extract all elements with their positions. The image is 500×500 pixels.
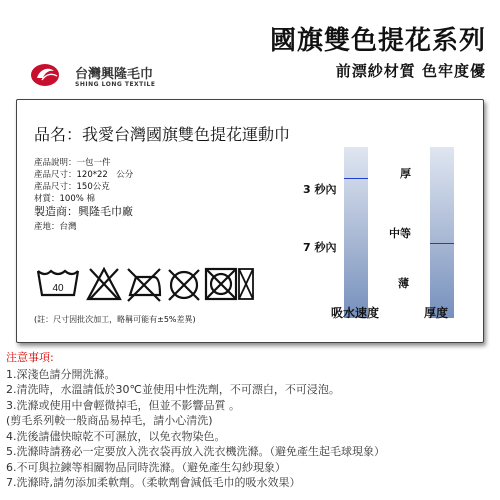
note-item: (剪毛系列較一般商品易掉毛，請小心清洗) bbox=[6, 414, 213, 427]
thickness-mark-medium: 中等 bbox=[389, 227, 411, 240]
product-panel bbox=[16, 99, 484, 343]
note-item: 2.清洗時，水溫請低於30℃並使用中性洗劑，不可漂白，不可浸泡。 bbox=[6, 383, 340, 396]
absorption-level-line bbox=[344, 178, 368, 179]
spec-origin: 產地：台灣 bbox=[34, 222, 77, 232]
note-item: 3.洗滌或使用中會輕微掉毛，但並不影響品質 。 bbox=[6, 398, 240, 412]
absorption-mark-slow: 7 秒內 bbox=[303, 241, 337, 254]
brand-name-cn: 台灣興隆毛巾 bbox=[75, 67, 154, 82]
brand-name-en: SHING LONG TEXTILE bbox=[75, 81, 156, 88]
no-iron-icon bbox=[128, 269, 160, 301]
note-item: 6.不可與拉鍊等相關物品同時洗滌。（避免產生勾紗現象） bbox=[6, 460, 286, 474]
care-note: (註：尺寸因批次加工，略稱可能有±5%差異) bbox=[34, 315, 196, 324]
brand-mark-icon bbox=[30, 59, 66, 89]
spec-size: 產品尺寸：120*22 公分 bbox=[34, 170, 134, 180]
spec-description: 產品說明：一包一件 bbox=[34, 158, 111, 168]
thickness-level-line bbox=[430, 243, 454, 244]
care-symbols bbox=[34, 261, 254, 309]
no-tumble-dry-icon bbox=[206, 269, 236, 299]
no-dryclean-icon bbox=[169, 270, 199, 300]
wash-40-icon bbox=[38, 271, 78, 295]
note-item: 5.洗滌時請務必一定要放入洗衣袋再放入洗衣機洗滌。（避免產生起毛球現象） bbox=[6, 445, 385, 458]
page-subtitle: 前漂紗材質 色牢度優 bbox=[335, 62, 486, 80]
note-item: 7.洗滌時,請勿添加柔軟劑。（柔軟劑會減低毛巾的吸水效果） bbox=[6, 476, 301, 489]
page-title: 國旗雙色提花系列 bbox=[269, 26, 486, 56]
thickness-bar bbox=[430, 147, 454, 318]
thickness-mark-thin: 薄 bbox=[398, 277, 409, 290]
notes-section bbox=[6, 350, 385, 491]
thickness-mark-thick: 厚 bbox=[400, 167, 411, 180]
wash-temp-label: 40 bbox=[52, 283, 64, 294]
note-item: 1.深淺色請分開洗滌。 bbox=[6, 367, 116, 381]
absorption-label: 吸水速度 bbox=[331, 306, 380, 320]
no-bleach-icon bbox=[88, 269, 120, 299]
product-name: 品名：我愛台灣國旗雙色提花運動巾 bbox=[34, 125, 291, 144]
no-wring-icon bbox=[239, 269, 253, 299]
spec-material: 材質：100% 棉 bbox=[34, 194, 96, 204]
thickness-label: 厚度 bbox=[424, 306, 449, 320]
spec-weight: 產品尺寸：150公克 bbox=[34, 182, 110, 192]
brand-logo bbox=[30, 59, 190, 89]
absorption-bar bbox=[344, 147, 368, 318]
absorption-mark-fast: 3 秒內 bbox=[303, 183, 337, 196]
spec-manufacturer: 製造商：興隆毛巾廠 bbox=[34, 205, 133, 218]
notes-heading: 注意事項: bbox=[6, 351, 54, 364]
note-item: 4.洗後請儘快晾乾不可濕放，以免衣物染色。 bbox=[6, 429, 226, 443]
